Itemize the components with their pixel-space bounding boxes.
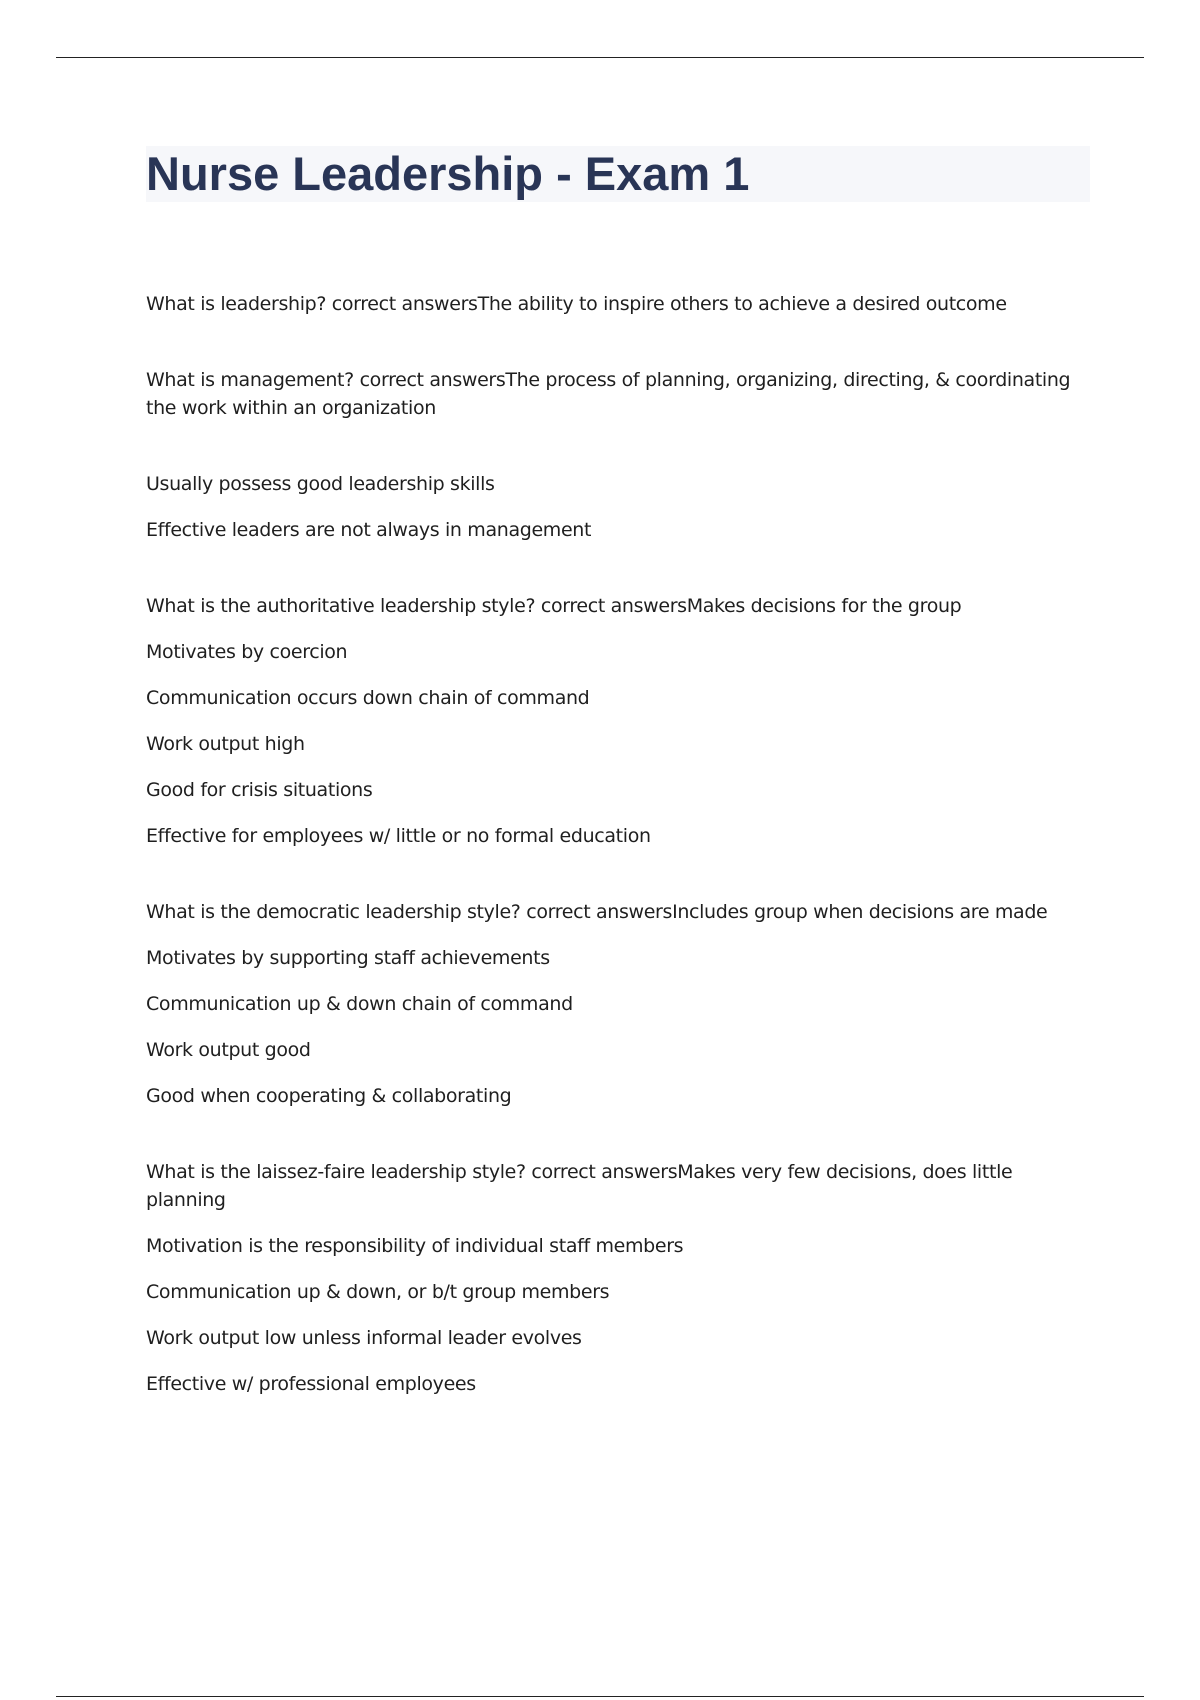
qa-block-democratic — [146, 898, 1090, 1110]
qa-line: Effective w/ professional employees — [146, 1373, 476, 1395]
qa-block-authoritative — [146, 592, 1090, 850]
qa-line: Motivates by coercion — [146, 641, 348, 663]
qa-line: What is leadership? correct answersThe ability to inspire others to achieve a desired outcome — [146, 293, 1007, 315]
qa-block-leadership — [146, 290, 1090, 318]
qa-line: Effective for employees w/ little or no formal education — [146, 825, 651, 847]
qa-line: Communication up & down, or b/t group members — [146, 1281, 610, 1303]
qa-line: Communication occurs down chain of command — [146, 687, 590, 709]
header-rule — [56, 57, 1144, 58]
title-banner — [146, 146, 1090, 202]
qa-line: Motivation is the responsibility of individual staff members — [146, 1235, 684, 1257]
qa-line: What is the laissez-faire leadership style? correct answersMakes very few decisions, does little planning — [146, 1161, 1013, 1211]
qa-line: Usually possess good leadership skills — [146, 473, 495, 495]
qa-line: Work output high — [146, 733, 305, 755]
qa-line: Effective leaders are not always in management — [146, 519, 592, 541]
qa-line: What is management? correct answersThe process of planning, organizing, directing, & coordinating the work within an organization — [146, 369, 1071, 419]
qa-line: Work output good — [146, 1039, 311, 1061]
qa-line: What is the authoritative leadership style? correct answersMakes decisions for the group — [146, 595, 962, 617]
qa-line: Good for crisis situations — [146, 779, 373, 801]
qa-block-laissez-faire — [146, 1158, 1090, 1398]
qa-block-management — [146, 366, 1090, 422]
qa-line: Work output low unless informal leader evolves — [146, 1327, 582, 1349]
qa-line: What is the democratic leadership style? correct answersIncludes group when decisions are made — [146, 901, 1048, 923]
qa-block-leaders-note — [146, 470, 1090, 544]
qa-line: Motivates by supporting staff achievements — [146, 947, 550, 969]
qa-line: Communication up & down chain of command — [146, 993, 573, 1015]
document-title: Nurse Leadership - Exam 1 — [146, 147, 750, 200]
qa-line: Good when cooperating & collaborating — [146, 1085, 512, 1107]
footer-rule — [56, 1696, 1144, 1697]
document-body — [146, 290, 1090, 1446]
